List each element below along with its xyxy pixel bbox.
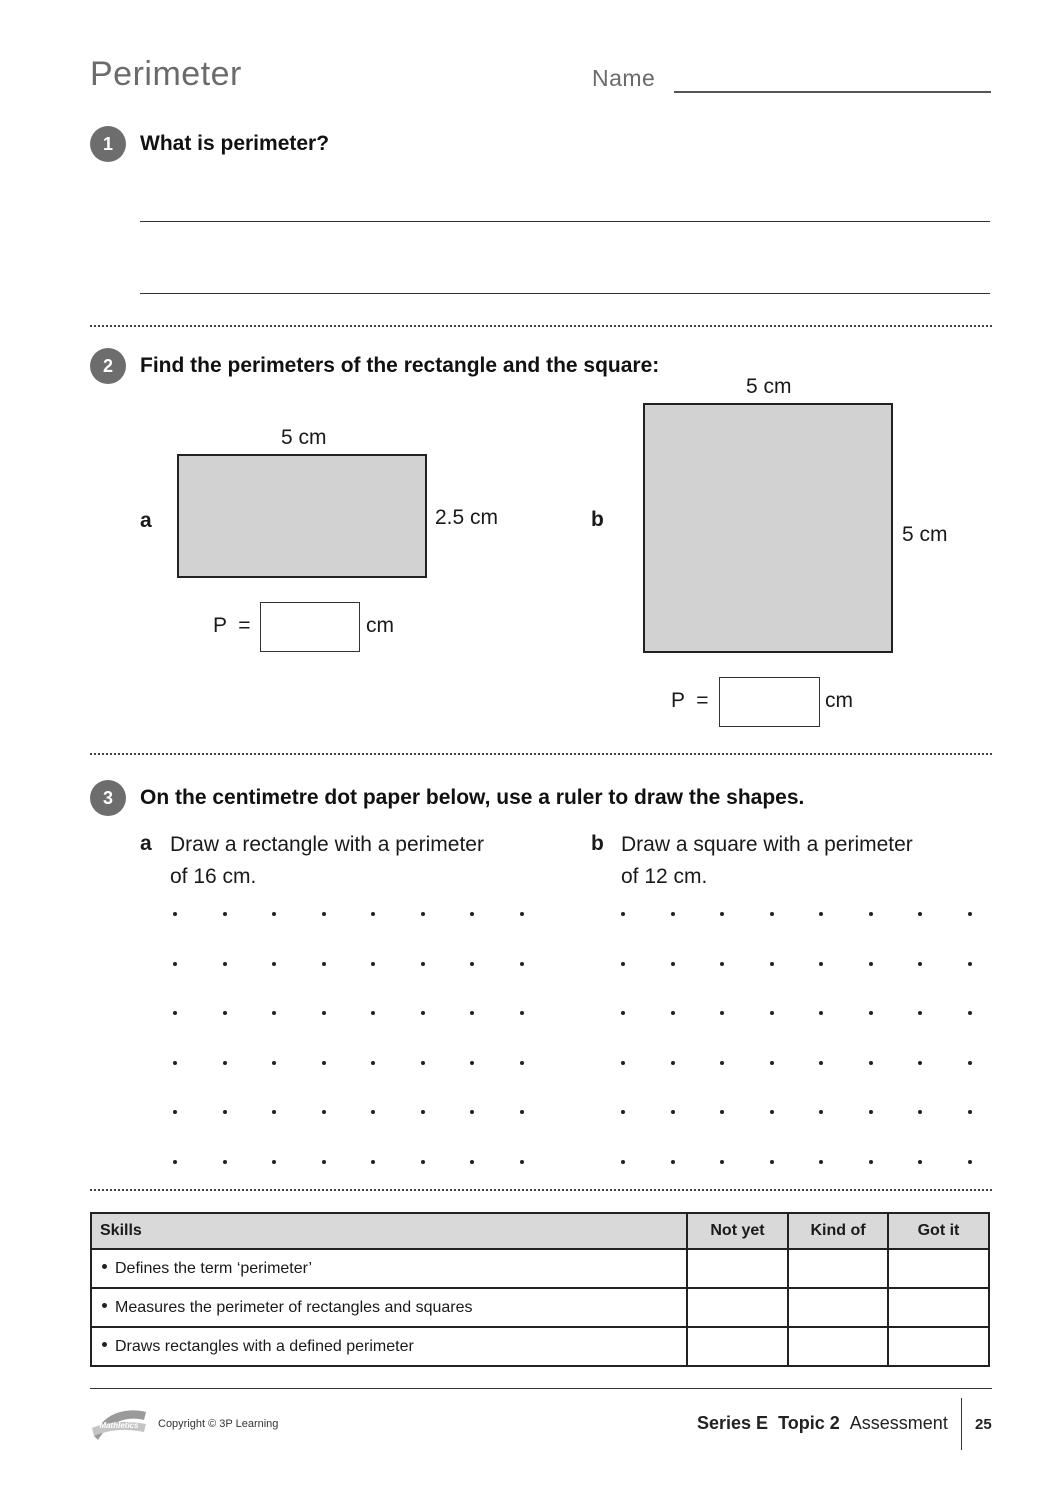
kind-of-header: Kind of — [788, 1213, 888, 1249]
grid-dot — [968, 1061, 972, 1065]
not-yet-header: Not yet — [687, 1213, 788, 1249]
grid-dot — [918, 1110, 922, 1114]
grid-dot — [819, 912, 823, 916]
table-row — [91, 1327, 989, 1366]
name-answer-line[interactable] — [674, 91, 991, 93]
grid-dot — [819, 1160, 823, 1164]
grid-dot — [869, 962, 873, 966]
got-it-checkbox-cell[interactable] — [888, 1288, 989, 1327]
grid-dot — [371, 1011, 375, 1015]
skill-cell — [91, 1327, 687, 1366]
grid-dot — [770, 1061, 774, 1065]
bullet-icon — [102, 1303, 107, 1308]
grid-dot — [223, 1110, 227, 1114]
grid-dot — [671, 912, 675, 916]
not-yet-checkbox-cell[interactable] — [687, 1327, 788, 1366]
grid-dot — [918, 962, 922, 966]
question-1-text: What is perimeter? — [140, 132, 330, 155]
grid-dot — [272, 962, 276, 966]
topic-label: Topic 2 — [778, 1413, 840, 1433]
got-it-header: Got it — [888, 1213, 989, 1249]
kind-of-checkbox-cell[interactable] — [788, 1327, 888, 1366]
grid-dot — [173, 1110, 177, 1114]
rectangle-top-dimension: 5 cm — [281, 426, 327, 449]
grid-dot — [322, 962, 326, 966]
rectangle-side-dimension: 2.5 cm — [435, 506, 499, 529]
grid-dot — [621, 1061, 625, 1065]
grid-dot — [173, 962, 177, 966]
part-b-label: b — [591, 508, 604, 531]
grid-dot — [322, 1061, 326, 1065]
part-a-label: a — [140, 832, 152, 855]
grid-dot — [470, 912, 474, 916]
square-shape — [643, 403, 893, 653]
copyright-text: Copyright © 3P Learning — [158, 1418, 279, 1430]
grid-dot — [671, 1061, 675, 1065]
grid-dot — [720, 912, 724, 916]
grid-dot — [322, 1011, 326, 1015]
name-label: Name — [592, 65, 656, 91]
table-row — [91, 1249, 989, 1288]
grid-dot — [421, 1110, 425, 1114]
grid-dot — [918, 912, 922, 916]
part-b-instruction-line-1: Draw a square with a perimeter — [621, 833, 913, 856]
part-a-instruction-line-1: Draw a rectangle with a perimeter — [170, 833, 484, 856]
grid-dot — [770, 1110, 774, 1114]
table-row — [91, 1288, 989, 1327]
grid-dot — [371, 962, 375, 966]
part-a-label: a — [140, 509, 152, 532]
grid-dot — [421, 1061, 425, 1065]
grid-dot — [272, 1110, 276, 1114]
grid-dot — [272, 912, 276, 916]
grid-dot — [720, 1011, 724, 1015]
part-b-label: b — [591, 832, 604, 855]
part-a-instruction-line-2: of 16 cm. — [170, 865, 257, 888]
grid-dot — [968, 1160, 972, 1164]
grid-dot — [421, 1011, 425, 1015]
bullet-icon — [102, 1342, 107, 1347]
kind-of-checkbox-cell[interactable] — [788, 1249, 888, 1288]
grid-dot — [322, 912, 326, 916]
skill-text: Draws rectangles with a defined perimeter — [115, 1337, 414, 1355]
skill-text: Defines the term ‘perimeter’ — [115, 1259, 313, 1277]
grid-dot — [520, 1061, 524, 1065]
series-label: Series E — [697, 1413, 769, 1433]
grid-dot — [470, 1110, 474, 1114]
rectangle-shape — [177, 454, 427, 578]
grid-dot — [223, 1160, 227, 1164]
grid-dot — [770, 912, 774, 916]
section-divider — [90, 1189, 992, 1191]
grid-dot — [621, 912, 625, 916]
perimeter-b-answer-box[interactable] — [719, 677, 820, 727]
grid-dot — [520, 1011, 524, 1015]
bullet-icon — [102, 1264, 107, 1269]
grid-dot — [621, 1110, 625, 1114]
grid-dot — [770, 962, 774, 966]
square-side-dimension: 5 cm — [902, 523, 948, 546]
square-top-dimension: 5 cm — [746, 375, 792, 398]
grid-dot — [520, 1160, 524, 1164]
skill-text: Measures the perimeter of rectangles and squares — [115, 1298, 473, 1316]
grid-dot — [869, 1061, 873, 1065]
question-1-badge: 1 — [90, 126, 126, 162]
kind-of-checkbox-cell[interactable] — [788, 1288, 888, 1327]
grid-dot — [421, 912, 425, 916]
grid-dot — [470, 1160, 474, 1164]
grid-dot — [720, 1160, 724, 1164]
grid-dot — [968, 912, 972, 916]
answer-line-2[interactable] — [140, 293, 990, 294]
skills-header: Skills — [91, 1213, 687, 1249]
section-label: Assessment — [849, 1413, 948, 1433]
not-yet-checkbox-cell[interactable] — [687, 1249, 788, 1288]
grid-dot — [322, 1160, 326, 1164]
mathletics-logo — [90, 1406, 148, 1442]
perimeter-a-answer-box[interactable] — [260, 602, 360, 652]
grid-dot — [173, 1160, 177, 1164]
got-it-checkbox-cell[interactable] — [888, 1249, 989, 1288]
grid-dot — [968, 1110, 972, 1114]
grid-dot — [173, 1011, 177, 1015]
grid-dot — [770, 1011, 774, 1015]
series-info — [697, 1413, 948, 1434]
grid-dot — [470, 1011, 474, 1015]
grid-dot — [671, 962, 675, 966]
grid-dot — [421, 962, 425, 966]
grid-dot — [869, 912, 873, 916]
grid-dot — [720, 962, 724, 966]
grid-dot — [173, 1061, 177, 1065]
grid-dot — [371, 1061, 375, 1065]
grid-dot — [671, 1160, 675, 1164]
grid-dot — [869, 1011, 873, 1015]
grid-dot — [371, 1160, 375, 1164]
grid-dot — [671, 1110, 675, 1114]
grid-dot — [371, 912, 375, 916]
grid-dot — [671, 1011, 675, 1015]
grid-dot — [720, 1061, 724, 1065]
grid-dot — [918, 1011, 922, 1015]
grid-dot — [272, 1011, 276, 1015]
grid-dot — [520, 1110, 524, 1114]
section-divider — [90, 753, 992, 755]
page-number: 25 — [975, 1416, 992, 1433]
grid-dot — [223, 1061, 227, 1065]
grid-dot — [421, 1160, 425, 1164]
perimeter-b-label: P = — [671, 689, 709, 712]
section-divider — [90, 325, 992, 327]
got-it-checkbox-cell[interactable] — [888, 1327, 989, 1366]
page-title: Perimeter — [90, 55, 242, 93]
perimeter-a-unit: cm — [366, 614, 394, 637]
question-3-text: On the centimetre dot paper below, use a ruler to draw the shapes. — [140, 786, 805, 809]
grid-dot — [720, 1110, 724, 1114]
question-2-text: Find the perimeters of the rectangle and the square: — [140, 354, 660, 377]
question-3-badge: 3 — [90, 780, 126, 816]
footer-page-divider — [961, 1398, 962, 1450]
grid-dot — [223, 912, 227, 916]
grid-dot — [173, 912, 177, 916]
grid-dot — [770, 1160, 774, 1164]
part-b-instruction-line-2: of 12 cm. — [621, 865, 708, 888]
skill-cell — [91, 1249, 687, 1288]
grid-dot — [272, 1061, 276, 1065]
part-b-instruction — [621, 829, 913, 893]
grid-dot — [520, 962, 524, 966]
grid-dot — [968, 1011, 972, 1015]
skills-header-row — [91, 1213, 989, 1249]
grid-dot — [819, 962, 823, 966]
grid-dot — [621, 1011, 625, 1015]
grid-dot — [918, 1061, 922, 1065]
skills-table — [90, 1212, 990, 1367]
grid-dot — [223, 1011, 227, 1015]
grid-dot — [869, 1110, 873, 1114]
not-yet-checkbox-cell[interactable] — [687, 1288, 788, 1327]
footer-divider — [90, 1388, 992, 1389]
grid-dot — [869, 1160, 873, 1164]
grid-dot — [621, 962, 625, 966]
grid-dot — [322, 1110, 326, 1114]
grid-dot — [470, 962, 474, 966]
grid-dot — [272, 1160, 276, 1164]
perimeter-a-label: P = — [213, 614, 251, 637]
grid-dot — [819, 1061, 823, 1065]
grid-dot — [371, 1110, 375, 1114]
answer-line-1[interactable] — [140, 221, 990, 222]
grid-dot — [223, 962, 227, 966]
grid-dot — [968, 962, 972, 966]
grid-dot — [520, 912, 524, 916]
part-a-instruction — [170, 829, 484, 893]
grid-dot — [918, 1160, 922, 1164]
logo-text: Mathletics — [99, 1421, 139, 1430]
grid-dot — [621, 1160, 625, 1164]
question-2-badge: 2 — [90, 348, 126, 384]
grid-dot — [819, 1011, 823, 1015]
grid-dot — [470, 1061, 474, 1065]
skill-cell — [91, 1288, 687, 1327]
perimeter-b-unit: cm — [825, 689, 853, 712]
grid-dot — [819, 1110, 823, 1114]
